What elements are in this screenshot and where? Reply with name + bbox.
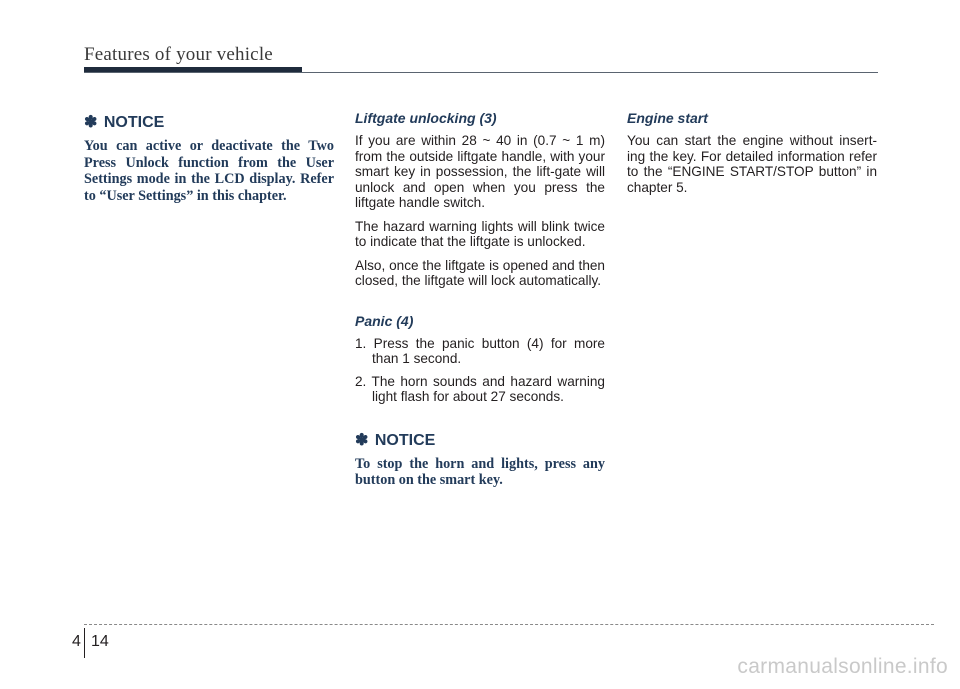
liftgate-paragraph: If you are within 28 ~ 40 in (0.7 ~ 1 m) from the outside liftgate handle, with your smart key in possession, the lift-gate will unlock and open when you press the liftgate handle switch.	[355, 133, 605, 210]
engine-start-paragraph: You can start the engine without insert-ing the key. For detailed information refer to the “ENGINE START/STOP button” in chapter 5.	[627, 133, 877, 195]
notice-heading-label: NOTICE	[103, 114, 165, 131]
engine-start-heading: Engine start	[627, 110, 708, 126]
panic-step: 2. The horn sounds and hazard warning light flash for about 27 seconds.	[355, 373, 605, 404]
footer-separator	[84, 628, 85, 658]
watermark: carmanualsonline.info	[737, 655, 948, 678]
liftgate-paragraph: Also, once the liftgate is opened and then closed, the liftgate will lock automatically.	[355, 257, 605, 288]
notice-text: You can active or deactivate the Two Press Unlock function from the User Settings mode in the LCD display. Refer to “User Settings” in this chapter.	[84, 138, 334, 204]
header-rule	[84, 72, 878, 73]
left-column	[84, 108, 334, 204]
notice-star-icon: ✽	[84, 114, 98, 131]
notice-text: To stop the horn and lights, press any button on the smart key.	[355, 455, 605, 488]
panic-heading: Panic (4)	[355, 312, 414, 329]
page-number: 14	[91, 633, 109, 650]
liftgate-paragraph: The hazard warning lights will blink twice to indicate that the liftgate is unlocked.	[355, 218, 605, 249]
page-header-title: Features of your vehicle	[84, 44, 273, 65]
chapter-number: 4	[72, 633, 81, 650]
liftgate-heading: Liftgate unlocking (3)	[355, 110, 497, 126]
notice-heading	[84, 112, 334, 132]
notice-heading	[355, 430, 605, 450]
notice-heading-label: NOTICE	[374, 431, 436, 449]
middle-column	[355, 108, 605, 489]
panic-step: 1. Press the panic button (4) for more than 1 second.	[355, 335, 605, 366]
footer-dashed-rule	[84, 624, 934, 625]
notice-star-icon: ✽	[355, 431, 369, 449]
right-column	[627, 108, 877, 203]
